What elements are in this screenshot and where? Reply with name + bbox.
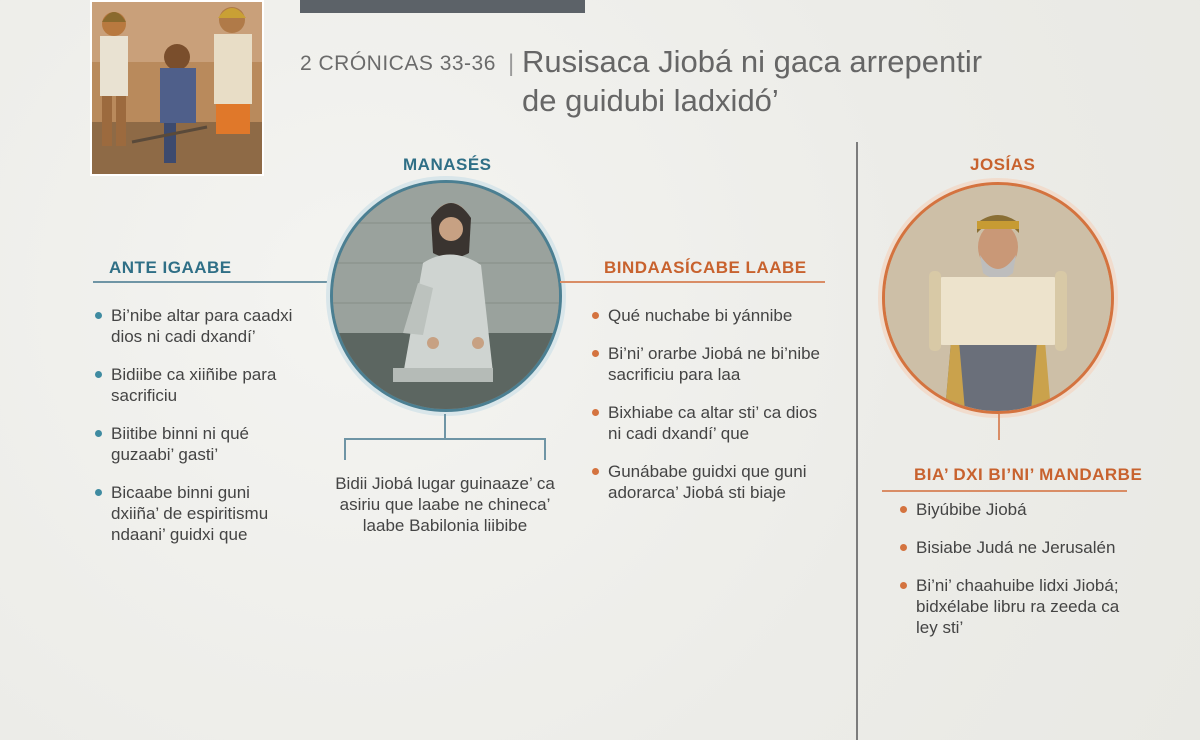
scripture-reference: 2 CRÓNICAS 33-36 (300, 52, 496, 75)
section-divider (856, 142, 858, 740)
bracket-left (344, 438, 346, 460)
reign-heading: BIA’ DXI BI’NI’ MANDARBE (914, 465, 1143, 484)
list-item: Gunábabe guidxi que guni adorarca’ Jiobá sti biaje (592, 461, 832, 503)
reign-list (900, 499, 1120, 655)
list-item: Bi’ni’ orarbe Jiobá ne bi’nibe sacrificiu para laa (592, 343, 832, 385)
list-item: Qué nuchabe bi yánnibe (592, 305, 832, 326)
top-bar (300, 0, 585, 13)
before-list (95, 305, 295, 562)
before-connector-line (93, 281, 333, 283)
josias-portrait (882, 182, 1114, 414)
after-list (592, 305, 832, 520)
page-title (522, 42, 982, 120)
list-item: Bidiibe ca xiiñibe para sacrificiu (95, 364, 295, 406)
list-item: Biyúbibe Jiobá (900, 499, 1120, 520)
manases-heading: MANASÉS (403, 155, 492, 174)
after-connector-line (560, 281, 825, 283)
reign-connector-line (882, 490, 1127, 492)
title-line-1: Rusisaca Jiobá ni gaca arrepentir (522, 44, 983, 79)
josias-stem (998, 414, 1000, 440)
list-item: Biitibe binni ni qué guzaabi’ gasti’ (95, 423, 295, 465)
list-item: Bisiabe Judá ne Jerusalén (900, 537, 1120, 558)
manases-portrait (330, 180, 562, 412)
before-heading: ANTE IGAABE (109, 258, 232, 277)
josias-heading: JOSÍAS (970, 155, 1036, 174)
title-separator: | (508, 50, 515, 77)
list-item: Bi’nibe altar para caadxi dios ni cadi dxandí’ (95, 305, 295, 347)
after-heading: BINDAASÍCABE LAABE (604, 258, 807, 277)
bracket-bar (344, 438, 546, 440)
bracket-stem (444, 414, 446, 438)
list-item: Bixhiabe ca altar sti’ ca dios ni cadi dxandí’ que (592, 402, 832, 444)
list-item: Bicaabe binni guni dxiiña’ de espiritismu ndaani’ guidxi que (95, 482, 295, 545)
title-line-2: de guidubi ladxidó’ (522, 83, 779, 118)
manases-caption: Bidii Jiobá lugar guinaaze’ ca asiriu que laabe ne chineca’ laabe Babilonia liibibe (335, 474, 555, 535)
bracket-right (544, 438, 546, 460)
list-item: Bi’ni’ chaahuibe lidxi Jiobá; bidxélabe libru ra zeeda ca ley sti’ (900, 575, 1120, 638)
scene-thumbnail-illustration (90, 0, 264, 176)
